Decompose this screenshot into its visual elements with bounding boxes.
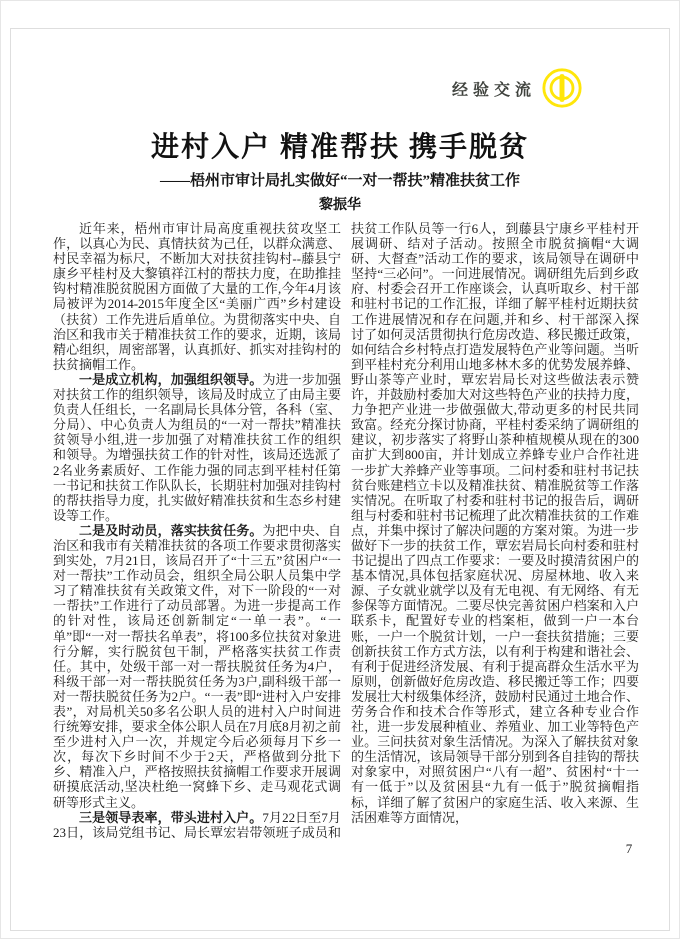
paragraph-text: 为进一步加强对扶贫工作的组织领导，该局及时成立了由局主要负责人任组长，一名副局长具体分管，各科（室、分局）、中心负责人为组员的“一对一帮扶”精准扶贫领导小组,进一步加强了对精准扶贫工作的组织和领导。为增强扶贫工作的针对性，该局还选派了2名业务素质好、工作能力强的同志到平桂村任第一书记和扶贫工作队队长，长期驻村加强对挂钩村的帮扶指导力度，扎实做好精准扶贫和生态乡村建设等工作。 xyxy=(53,371,341,523)
paragraph-lead: 三是领导表率，带头进村入户。 xyxy=(79,809,263,825)
section-label: 经验交流 xyxy=(451,81,536,99)
article-body xyxy=(53,221,639,842)
trade-union-logo-icon xyxy=(541,67,583,109)
body-paragraph xyxy=(53,221,341,372)
paragraph-text: 近年来，梧州市审计局高度重视扶贫攻坚工作，以真心为民、真情扶贫为己任，以群众满意、村民幸福为标尺，不断加大对扶贫挂钩村--藤县宁康乡平桂村及大黎镇祥江村的帮扶力度，在助推挂钩村精准脱贫脱困方面做了大量的工作,今年4月该局被评为2014-2015年度全区“美丽广西”乡村建设（扶贫）工作先进后盾单位。为贯彻落实中央、自治区和我市关于精准扶贫工作的要求，近期，该局精心组织，周密部署，认真抓好、抓实对挂钩村的扶贫摘帽工作。 xyxy=(53,221,341,372)
body-paragraph xyxy=(53,523,341,810)
page-number: 7 xyxy=(625,841,633,856)
body-paragraph xyxy=(53,372,341,523)
paragraph-lead: 二是及时动员，落实扶贫任务。 xyxy=(79,522,263,538)
paragraph-text: 为把中央、自治区和我市有关精准扶贫的各项工作要求贯彻落实到实处，7月21日，该局召开了“十三五”贫困户“一对一帮扶”工作动员会，组织全局公职人员集中学习了精准扶贫有关政策文件，对下一阶段的“一对一帮扶”工作进行了动员部署。为进一步提高工作的针对性，该局还创新制定“一单一表”。“一单”即“一对一帮扶名单表”，将100多位扶贫对象进行分解，实行脱贫包干制，严格落实扶贫工作责任。其中，处级干部一对一帮扶脱贫任务为4户，科级干部一对一帮扶脱贫任务为3户,副科级干部一对一帮扶脱贫任务为2户。“一表”即“进村入户安排表”，对局机关50多名公职人员的进村入户时间进行统筹安排，要求全体公职人员在7月底8月初之前至少进村入户一次，并规定今后必须每月下乡一次，每次下乡时间不少于2天，严格做到分批下乡、精准入户，严格按照扶贫摘帽工作要求开展调研摸底活动,坚决杜绝一窝蜂下乡、走马观花式调研等形式主义。 xyxy=(53,522,341,810)
article-subtitle: ——梧州市审计局扎实做好“一对一帮扶”精准扶贫工作 xyxy=(159,173,520,189)
article-title: 进村入户 精准帮扶 携手脱贫 xyxy=(150,132,529,163)
paragraph-lead: 一是成立机构，加强组织领导。 xyxy=(79,371,263,387)
paragraph-text: 7月22日至7月23日，该局党组书记、局长覃宏岩带领班子成员和扶贫工作队员等一行6人，到藤县宁康乡平桂村开展调研、结对子活动。按照全市脱贫摘帽“大调研、大督查”活动工作的要求，该局领导在调研中坚持“三必问”。一问进展情况。调研组先后到乡政府、村委会召开工作座谈会，认真听取乡、村干部和驻村书记的工作汇报，详细了解平桂村近期扶贫工作进展情况和存在问题,并和乡、村干部深入探讨了如何灵活贯彻执行危房改造、移民搬迁政策，如何结合乡村特点打造发展特色产业等问题。当听到平桂村充分利用山地多林木多的优势发展养蜂、野山茶等产业时，覃宏岩局长对这些做法表示赞许，并鼓励村委加大对这些特色产业的扶持力度，力争把产业进一步做强做大,带动更多的村民共同致富。经充分探讨协商，平桂村委采纳了调研组的建议，初步落实了将野山茶种植规模从现在的300亩扩大到800亩，并计划成立养蜂专业户合作社进一步扩大养蜂产业等事项。二问村委和驻村书记扶贫台账建档立卡以及精准扶贫、精准脱贫等工作落实情况。在听取了村委和驻村书记的报告后，调研组与村委和驻村书记梳理了此次精准扶贫的工作难点，并集中探讨了解决问题的方案对策。为进一步做好下一步的扶贫工作，覃宏岩局长向村委和驻村书记提出了四点工作要求：一要及时摸清贫困户的基本情况,具体包括家庭状况、房屋林地、收入来源、子女就业就学以及有无电视、有无网络、有无参保等方面情况。二要尽快完善贫困户档案和入户联系卡，配置好专业的档案柜，做到一户一本台账，一户一个脱贫计划，一户一套扶贫措施；三要创新扶贫工作方式方法，以有利于构建和谐社会、有利于促进经济发展、有利于提高群众生活水平为原则，创新做好危房改造、移民搬迁等工作；四要发展壮大村级集体经济，鼓励村民通过土地合作、劳务合作和技术合作等形式，建立各种专业合作社，进一步发展种植业、养殖业、加工业等特色产业。三问扶贫对象生活情况。为深入了解扶贫对象的生活情况，该局领导干部分别到各自挂钩的帮扶对象家中，对照贫困户“八有一超”、贫困村“十一有一低于”以及贫困县“九有一低于”脱贫摘帽指标，详细了解了贫困户的家庭生活、收入来源、生活困难等方面情况， xyxy=(53,221,639,840)
section-header xyxy=(452,67,583,109)
author-name: 黎振华 xyxy=(319,198,361,213)
